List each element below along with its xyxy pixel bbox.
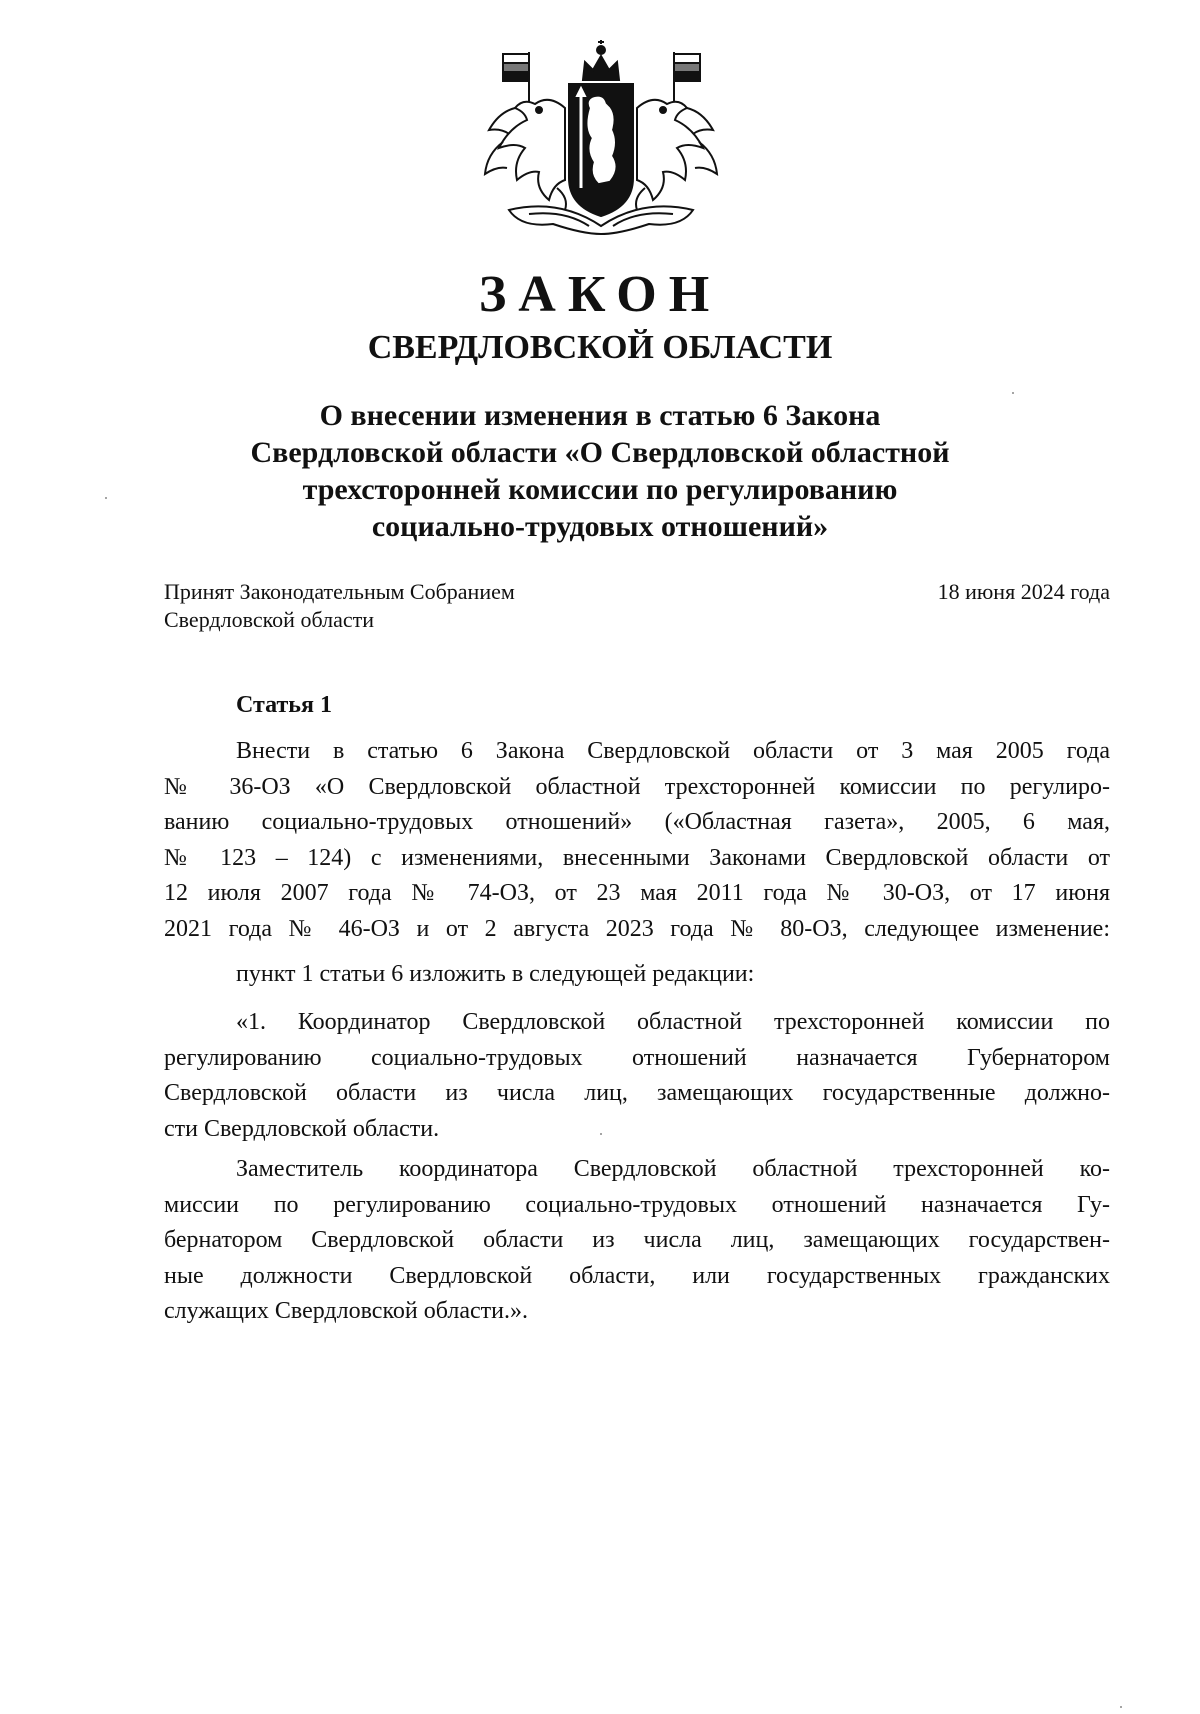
article-paragraph [164, 957, 1110, 993]
article-paragraph [164, 1005, 1110, 1147]
adopted-by [164, 578, 515, 634]
paragraph-line: пункт 1 статьи 6 изложить в следующей редакции: [236, 961, 755, 987]
law-subject-line: О внесении изменения в статью 6 Закона [319, 399, 881, 432]
coat-of-arms-icon [469, 38, 734, 238]
article-paragraph [164, 734, 1110, 947]
article-heading: Статья 1 [236, 692, 332, 718]
law-title: ЗАКОН [478, 266, 722, 323]
law-subject-line: трехсторонней комиссии по регулированию [302, 473, 898, 506]
region-title: СВЕРДЛОВСКОЙ ОБЛАСТИ [367, 329, 833, 366]
paragraph-line: миссии по регулированию социально-трудовых отношений назначается Гу- [164, 1191, 1110, 1218]
adopted-by-line: Свердловской области [164, 607, 374, 632]
paragraph-line: № 36-ОЗ «О Свердловской областной трехсторонней комиссии по регулиро- [164, 773, 1110, 800]
paragraph-line: 12 июля 2007 года № 74-ОЗ, от 23 мая 2011 года № 30-ОЗ, от 17 июня [164, 880, 1110, 906]
adoption-date: 18 июня 2024 года [937, 579, 1110, 604]
adopted-by-line: Принят Законодательным Собранием [164, 579, 515, 604]
paragraph-line: ные должности Свердловской области, или государственных гражданских [164, 1262, 1110, 1289]
paragraph-line: ванию социально-трудовых отношений» («Областная газета», 2005, 6 мая, [164, 809, 1110, 835]
paragraph-line: 2021 года № 46-ОЗ и от 2 августа 2023 года № 80-ОЗ, следующее изменение: [164, 915, 1110, 942]
scan-speck [1012, 392, 1014, 394]
paragraph-line: сти Свердловской области. [164, 1115, 440, 1142]
article-paragraph [164, 1152, 1110, 1330]
scan-speck [1120, 1706, 1122, 1708]
paragraph-line: № 123 – 124) с изменениями, внесенными Законами Свердловской области от [164, 844, 1110, 871]
law-subject-line: Свердловской области «О Свердловской областной [250, 436, 950, 469]
paragraph-line: бернатором Свердловской области из числа лиц, замещающих государствен- [164, 1227, 1110, 1253]
paragraph-line: Свердловской области из числа лиц, замещающих государственные должно- [164, 1080, 1110, 1106]
law-subject [200, 397, 1000, 545]
paragraph-line: регулированию социально-трудовых отношений назначается Губернатором [164, 1044, 1110, 1071]
scan-speck [105, 497, 107, 499]
scan-speck [600, 1133, 602, 1135]
paragraph-line: служащих Свердловской области.». [164, 1298, 528, 1324]
paragraph-line: «1. Координатор Свердловской областной трехсторонней комиссии по [236, 1009, 1110, 1035]
paragraph-line: Внести в статью 6 Закона Свердловской области от 3 мая 2005 года [236, 738, 1110, 764]
paragraph-line: Заместитель координатора Свердловской областной трехсторонней ко- [236, 1156, 1110, 1182]
law-subject-line: социально-трудовых отношений» [371, 510, 829, 543]
